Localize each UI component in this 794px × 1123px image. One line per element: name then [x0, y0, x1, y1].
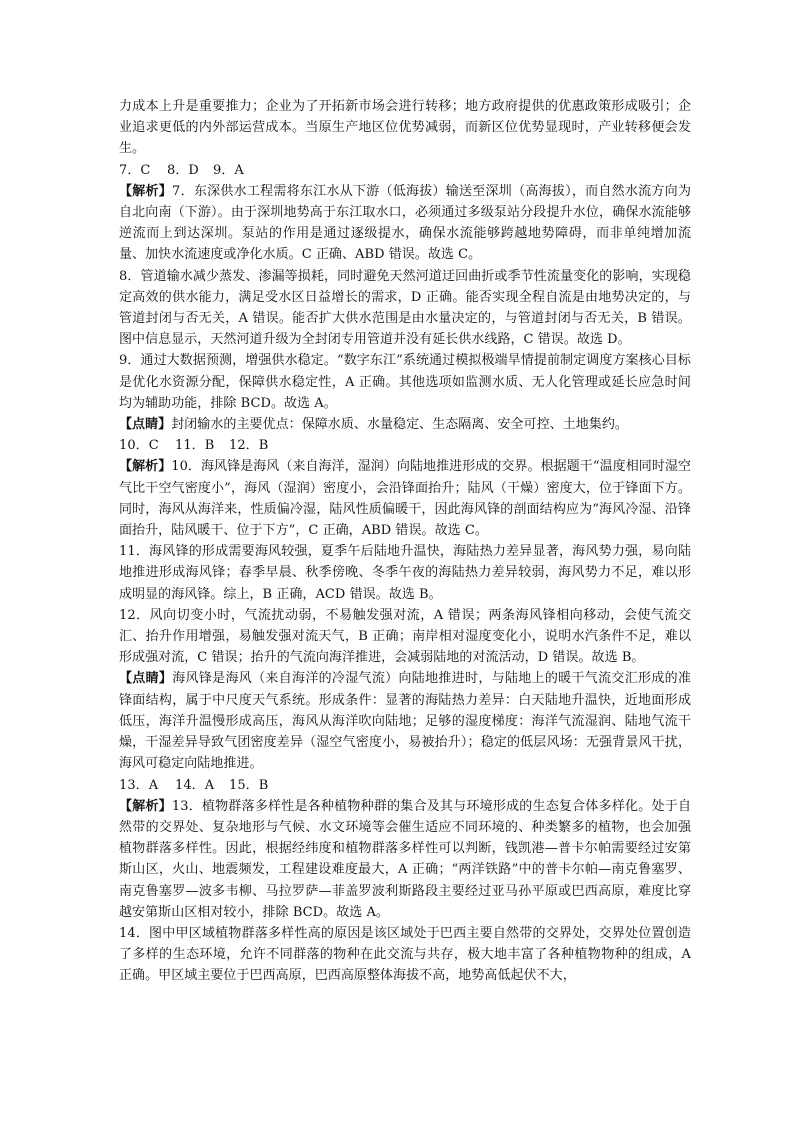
analysis-10-text: 10．海风锋是海风（来自海洋，湿润）向陆地推进形成的交界。根据题干“温度相同时湿空气比干空气密度小”，海风（湿润）密度小，会沿锋面抬升；陆风（干燥）密度大，位于锋面下方。同时，海风从海洋来，性质偏冷湿，陆风性质偏暖干，因此海风锋的剖面结构应为“海风冷湿、沿锋面抬升，陆风暖干、位于下方”，C 正确，ABD 错误。故选 C。 [119, 459, 691, 539]
answer-9: 9．A [213, 162, 244, 178]
analysis-11: 11．海风锋的形成需要海风较强，夏季午后陆地升温快，海陆热力差异显著，海风势力强，易向陆地推进形成海风锋；春季早晨、秋季傍晚、冬季午夜的海陆热力差异较弱，海风势力不足，难以形成明显的海风锋。综上，B 正确，ACD 错误。故选 B。 [119, 544, 691, 602]
answers-7-9 [119, 160, 691, 181]
analysis-12: 12．风向切变小时，气流扰动弱，不易触发强对流，A 错误；两条海风锋相向移动，会使气流交汇、抬升作用增强，易触发强对流天气，B 正确；南岸相对湿度变化小，说明水汽条件不足，难以形成强对流，C 错误；抬升的气流向海洋推进，会减弱陆地的对流活动，D 错误。故选 B。 [119, 607, 691, 666]
answer-10: 10．C [119, 438, 159, 454]
answer-11: 11．B [175, 438, 215, 454]
analysis-tag: 【解析】 [119, 183, 173, 199]
answer-15: 15．B [229, 777, 269, 793]
analysis-14: 14．图中甲区域植物群落多样性高的原因是该区域处于巴西主要自然带的交界处，交界处位置创造了多样的生态环境，允许不同群落的物种在此交流与共存，极大地丰富了各种植物物种的组成，A 正确。甲区域主要位于巴西高原，巴西高原整体海拔不高，地势高低起伏不大， [119, 925, 691, 984]
answers-10-12 [119, 435, 691, 456]
answer-14: 14．A [175, 777, 215, 793]
analysis-13-text: 13．植物群落多样性是各种植物种群的集合及其与环境形成的生态复合体多样化。处于自然带的交界处、复杂地形与气候、水文环境等会催生适应不同环境的、种类繁多的植物，也会加强植物群落多样性。因此，根据经纬度和植物群落多样性可以判断，钱凯港—普卡尔帕需要经过安第斯山区，火山、地震频发，工程建设难度最大，A 正确；“两洋铁路”中的普卡尔帕—南克鲁塞罗、南克鲁塞罗—波多韦柳、马拉罗萨—菲盖罗波利斯路段主要经过亚马孙平原或巴西高原，难度比穿越安第斯山区相对较小，排除 BCD。故选 A。 [119, 798, 691, 920]
note-closed-pipeline-text: 封闭输水的主要优点：保障水质、水量稳定、生态隔离、安全可控、土地集约。 [171, 417, 628, 433]
note-tag: 【点睛】 [119, 417, 172, 433]
answers-13-15 [119, 775, 691, 796]
analysis-9: 9．通过大数据预测，增强供水稳定。“数字东江”系统通过模拟极端旱情提前制定调度方案核心目标是优化水资源分配，保障供水稳定性，A 正确。其他选项如监测水质、无人化管理或延长应急时间均为辅助功能，排除 BCD。故选 A。 [119, 353, 691, 411]
note-sea-breeze-front-text: 海风锋是海风（来自海洋的冷湿气流）向陆地推进时，与陆地上的暖干气流交汇形成的准锋面结构，属于中尺度天气系统。形成条件：显著的海陆热力差异：白天陆地升温快，近地面形成低压，海洋升温慢形成高压，海风从海洋吹向陆地；足够的湿度梯度：海洋气流湿润、陆地气流干燥，干湿差异导致气团密度差异（湿空气密度小，易被抬升）；稳定的低层风场：无强背景风干扰，海风可稳定向陆地推进。 [119, 671, 691, 772]
analysis-tag: 【解析】 [119, 798, 172, 814]
note-closed-pipeline [119, 414, 691, 435]
analysis-13 [119, 796, 691, 923]
answer-7: 7．C [119, 162, 151, 178]
analysis-tag: 【解析】 [119, 459, 172, 475]
analysis-8: 8．管道输水减少蒸发、渗漏等损耗，同时避免天然河道迂回曲折或季节性流量变化的影响，实现稳定高效的供水能力，满足受水区日益增长的需求，D 正确。能否实现全程自流是由地势决定的，与管道封闭与否无关，A 错误。能否扩大供水范围是由水量决定的，与管道封闭与否无关，B 错误。图中信息显示，天然河道升级为全封闭专用管道并没有延长供水线路，C 错误。故选 D。 [119, 268, 691, 348]
paragraph-industry-transfer: 力成本上升是重要推力；企业为了开拓新市场会进行转移；地方政府提供的优惠政策形成吸引；企业追求更低的内外部运营成本。当原生产地区位优势减弱，而新区位优势显现时，产业转移便会发生。 [119, 99, 691, 157]
note-sea-breeze-front [119, 668, 691, 774]
answer-12: 12．B [229, 438, 269, 454]
analysis-7-text: 7．东深供水工程需将东江水从下游（低海拔）输送至深圳（高海拔），而自然水流方向为自北向南（下游）。由于深圳地势高于东江取水口，必须通过多级泵站分段提升水位，确保水流能够逆流而上到达深圳。泵站的作用是通过逐级提水，确保水流能够跨越地势障碍，而非单纯增加流量、加快水流速度或净化水质。C 正确、ABD 错误。故选 C。 [119, 183, 691, 263]
answer-13: 13．A [119, 777, 159, 793]
document-page [119, 96, 691, 987]
analysis-7 [119, 181, 691, 266]
answer-8: 8．D [167, 162, 199, 178]
note-tag: 【点睛】 [119, 671, 173, 687]
analysis-10 [119, 456, 691, 541]
